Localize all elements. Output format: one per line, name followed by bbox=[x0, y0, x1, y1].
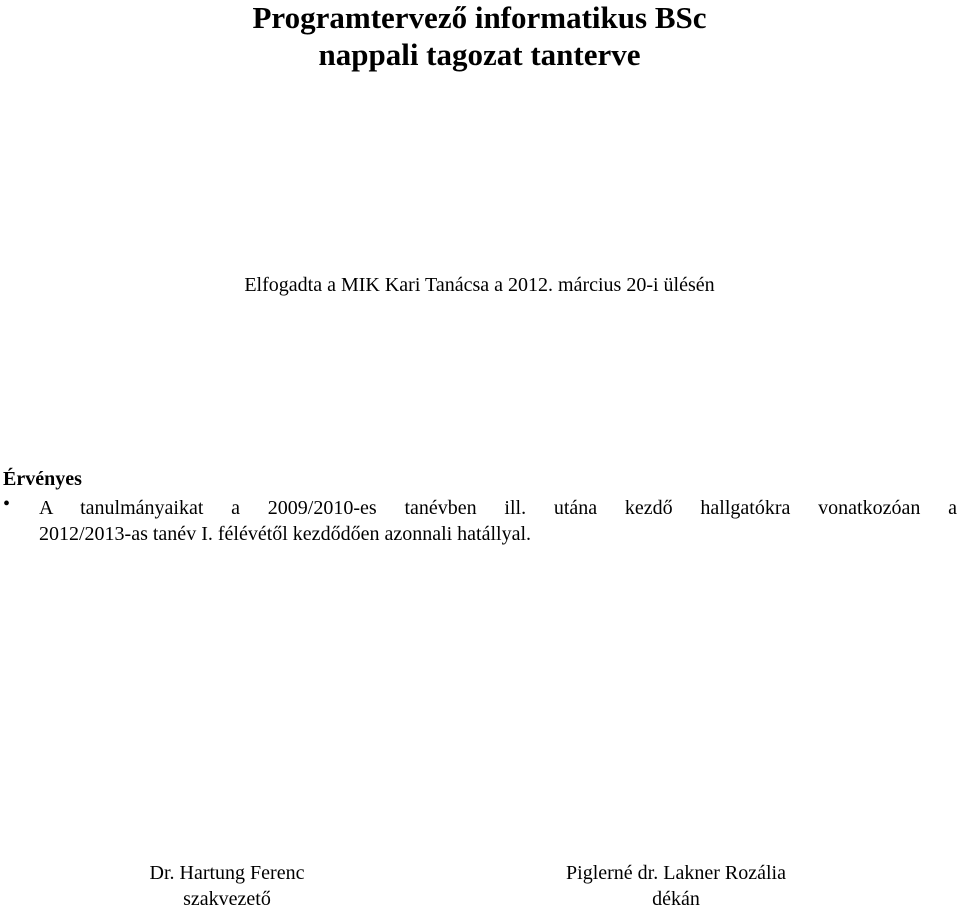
signature-block-dean bbox=[526, 860, 826, 912]
validity-text-line-2: 2012/2013-as tanév I. félévétől kezdődően azonnali hatállyal. bbox=[39, 523, 532, 545]
validity-heading: Érvényes bbox=[3, 468, 82, 490]
signature-block-program-leader bbox=[127, 860, 327, 912]
approval-statement: Elfogadta a MIK Kari Tanácsa a 2012. március 20-i ülésén bbox=[244, 274, 715, 296]
bullet-icon: • bbox=[3, 493, 11, 515]
signatory-role: dékán bbox=[652, 888, 700, 910]
validity-text-line-1: A tanulmányaikat a 2009/2010-es tanévben ill. utána kezdő hallgatókra vonatkozóan a bbox=[39, 497, 957, 519]
signatory-name: Dr. Hartung Ferenc bbox=[149, 862, 305, 884]
signatory-role: szakvezető bbox=[183, 888, 271, 910]
document-title-line-2: nappali tagozat tanterve bbox=[318, 37, 641, 72]
document-title-line-1: Programtervező informatikus BSc bbox=[252, 0, 707, 35]
signatory-name: Piglerné dr. Lakner Rozália bbox=[566, 862, 786, 884]
